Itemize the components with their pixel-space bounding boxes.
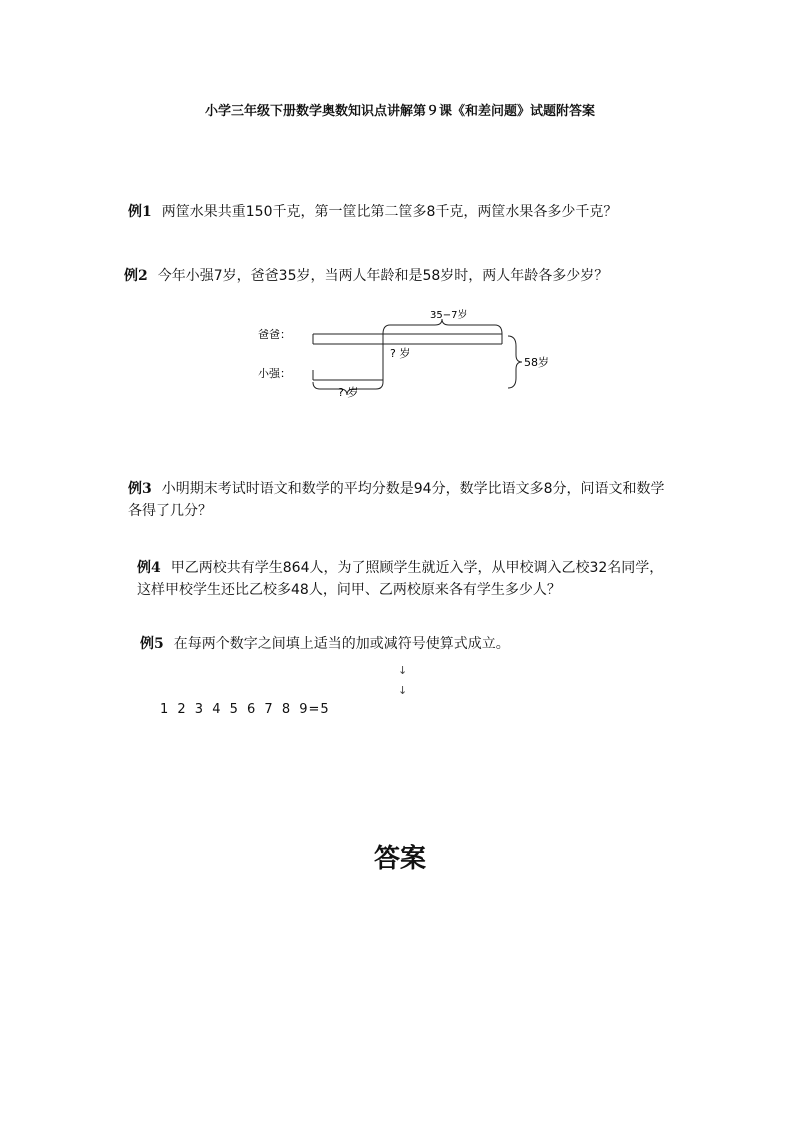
dad-age-question: ? 岁	[390, 347, 411, 360]
dad-label: 爸爸：	[258, 328, 291, 341]
equation: 1 2 3 4 5 6 7 8 9=5	[160, 702, 330, 717]
example-3	[128, 478, 678, 522]
down-arrow-icon: ↓	[398, 684, 408, 697]
son-label: 小强：	[258, 367, 291, 380]
difference-brace	[383, 319, 502, 334]
example-2-text: 今年小强7岁，爸爸35岁，当两人年龄和是58岁时，两人年龄各多少岁？	[157, 268, 609, 284]
example-1-text: 两筐水果共重150千克，第一筐比第二筐多8千克，两筐水果各多少千克？	[161, 204, 618, 220]
son-age-question: ? 岁	[338, 386, 359, 399]
answer-heading: 答案	[373, 844, 426, 874]
line-segment-diagram	[250, 300, 570, 410]
example-5	[140, 633, 510, 655]
example-2	[124, 265, 608, 287]
example-5-label: 例5	[140, 636, 164, 652]
difference-label: 35−7岁	[430, 310, 468, 321]
example-2-label: 例2	[124, 268, 148, 284]
total-brace	[508, 336, 522, 388]
example-4-label: 例4	[137, 560, 161, 576]
document-title: 小学三年级下册数学奥数知识点讲解第９课《和差问题》试题附答案	[204, 104, 595, 119]
example-3-text: 小明期末考试时语文和数学的平均分数是94分，数学比语文多8分，问语文和数学各得了几分？	[128, 481, 665, 519]
example-1-label: 例1	[128, 204, 152, 220]
example-5-text: 在每两个数字之间填上适当的加或减符号使算式成立。	[173, 636, 510, 652]
example-1	[128, 201, 617, 223]
example-4-text: 甲乙两校共有学生864人，为了照顾学生就近入学，从甲校调入乙校32名同学，这样甲校学生还比乙校多48人，问甲、乙两校原来各有学生多少人？	[137, 560, 664, 598]
down-arrow-icon: ↓	[398, 664, 408, 677]
total-label: 58岁	[524, 356, 549, 369]
example-3-label: 例3	[128, 481, 152, 497]
example-4	[137, 557, 677, 601]
